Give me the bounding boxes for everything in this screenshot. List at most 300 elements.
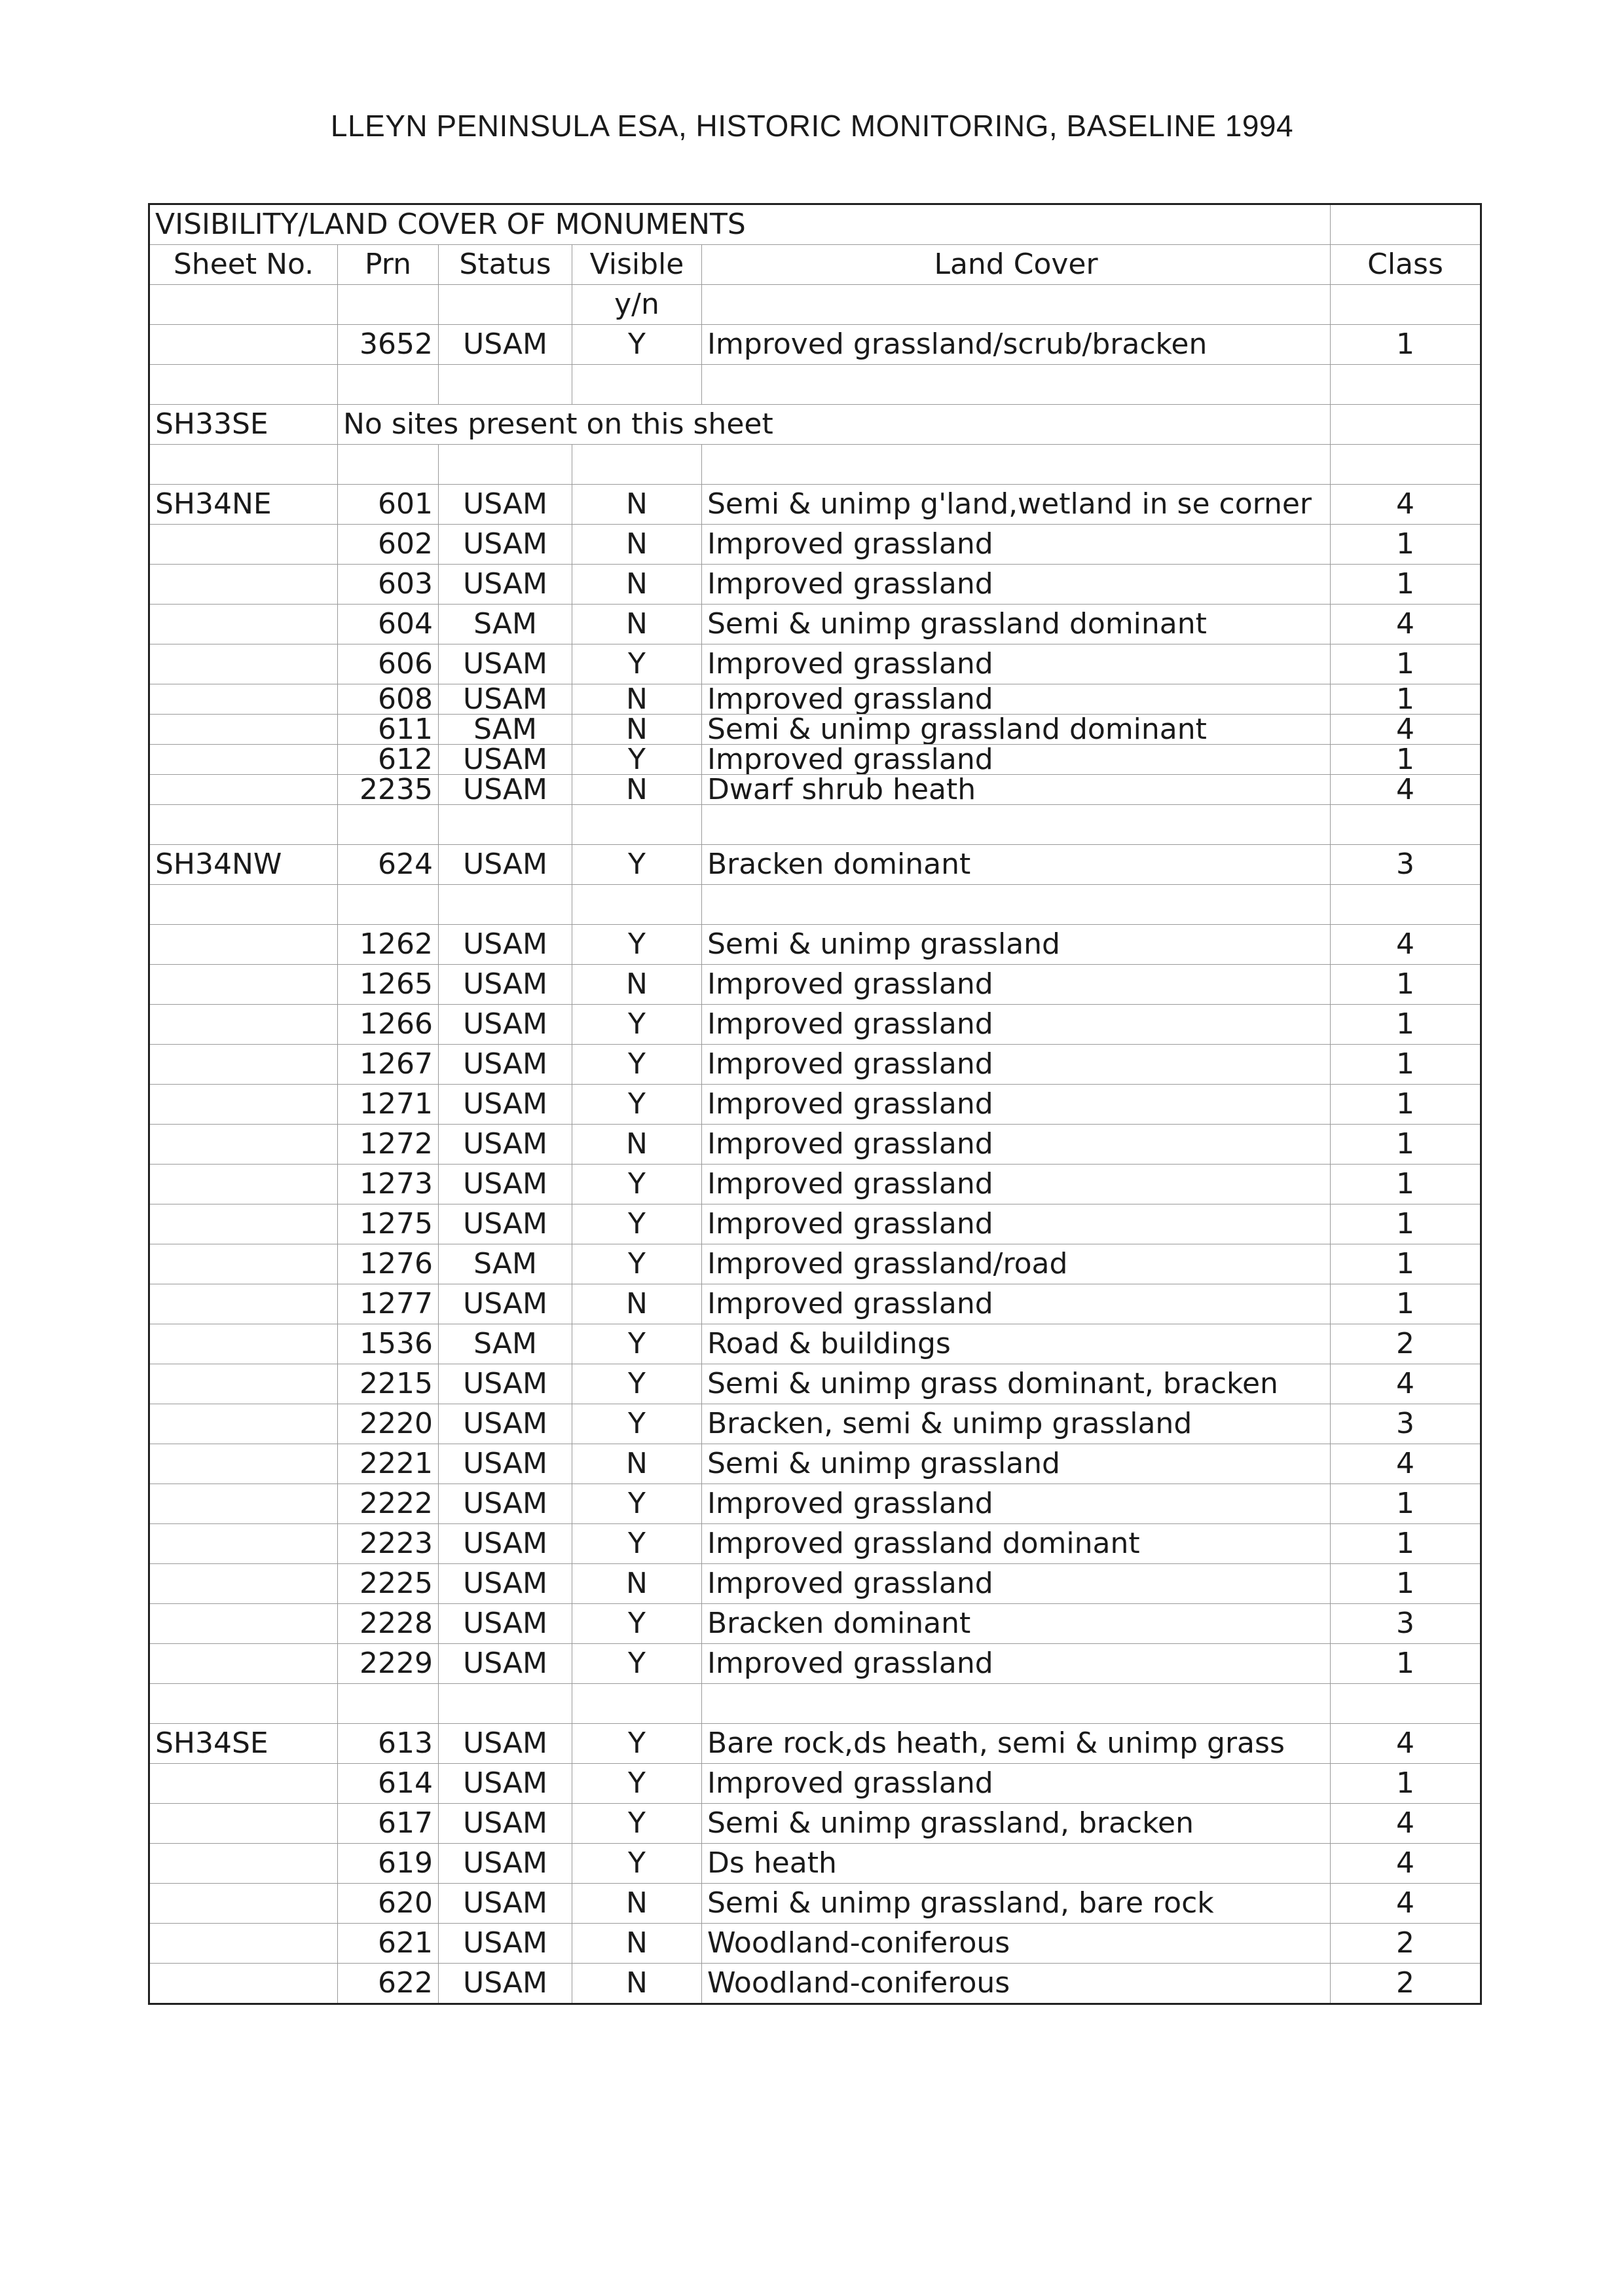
table-row — [149, 1284, 1481, 1324]
status-cell: USAM — [439, 745, 572, 775]
table-title-spacer — [1331, 204, 1481, 245]
status-cell: USAM — [439, 925, 572, 965]
table-row — [149, 1324, 1481, 1364]
sheet-cell — [149, 1764, 338, 1804]
sheet-cell — [149, 1204, 338, 1244]
empty-cell — [149, 805, 338, 845]
prn-cell: 617 — [338, 1804, 439, 1844]
sheet-cell — [149, 1884, 338, 1924]
status-cell: USAM — [439, 1804, 572, 1844]
sheet-cell — [149, 605, 338, 644]
land-cover-cell: Woodland-coniferous — [702, 1964, 1331, 2004]
visible-cell: Y — [572, 1085, 702, 1125]
land-cover-cell: Improved grassland/road — [702, 1244, 1331, 1284]
class-cell: 3 — [1331, 845, 1481, 885]
prn-cell: 612 — [338, 745, 439, 775]
table-row — [149, 1204, 1481, 1244]
visible-cell: Y — [572, 1844, 702, 1884]
table-row — [149, 1364, 1481, 1404]
empty-cell — [338, 1684, 439, 1724]
table-title: VISIBILITY/LAND COVER OF MONUMENTS — [149, 204, 1331, 245]
land-cover-cell: Dwarf shrub heath — [702, 775, 1331, 805]
sheet-cell — [149, 1045, 338, 1085]
empty-cell — [338, 365, 439, 405]
sheet-cell — [149, 1005, 338, 1045]
sheet-cell — [149, 525, 338, 565]
prn-cell: 1262 — [338, 925, 439, 965]
visible-cell: Y — [572, 1524, 702, 1564]
table-row — [149, 1005, 1481, 1045]
status-cell: USAM — [439, 1724, 572, 1764]
empty-cell — [149, 885, 338, 925]
sheet-cell — [149, 1244, 338, 1284]
empty-cell — [1331, 805, 1481, 845]
land-cover-cell: Semi & unimp grassland, bare rock — [702, 1884, 1331, 1924]
table-row — [149, 1404, 1481, 1444]
status-cell: USAM — [439, 1524, 572, 1564]
sheet-cell: SH34SE — [149, 1724, 338, 1764]
status-cell: USAM — [439, 1204, 572, 1244]
land-cover-cell: Improved grassland — [702, 1085, 1331, 1125]
sheet-cell — [149, 715, 338, 745]
prn-cell: 619 — [338, 1844, 439, 1884]
class-cell: 3 — [1331, 1604, 1481, 1644]
prn-cell: 624 — [338, 845, 439, 885]
empty-cell — [338, 885, 439, 925]
header-sub-empty — [149, 285, 338, 325]
spacer-row — [149, 445, 1481, 485]
visible-cell: N — [572, 684, 702, 715]
land-cover-cell: Improved grassland — [702, 965, 1331, 1005]
visible-cell: Y — [572, 1724, 702, 1764]
prn-cell: 2222 — [338, 1484, 439, 1524]
land-cover-cell: Bare rock,ds heath, semi & unimp grass — [702, 1724, 1331, 1764]
header-prn: Prn — [338, 245, 439, 285]
status-cell: USAM — [439, 1604, 572, 1644]
sheet-cell — [149, 925, 338, 965]
empty-cell — [572, 885, 702, 925]
class-cell: 2 — [1331, 1324, 1481, 1364]
prn-cell: 606 — [338, 644, 439, 684]
header-sub-empty — [702, 285, 1331, 325]
empty-cell — [338, 445, 439, 485]
class-cell: 1 — [1331, 644, 1481, 684]
table-row — [149, 605, 1481, 644]
header-sub-empty — [439, 285, 572, 325]
sheet-cell — [149, 1364, 338, 1404]
prn-cell: 2235 — [338, 775, 439, 805]
sheet-cell — [149, 325, 338, 365]
table-row — [149, 715, 1481, 745]
visible-cell: Y — [572, 1604, 702, 1644]
table-row — [149, 565, 1481, 605]
status-cell: USAM — [439, 325, 572, 365]
land-cover-cell: Semi & unimp grassland — [702, 1444, 1331, 1484]
class-cell: 1 — [1331, 525, 1481, 565]
page-title: LLEYN PENINSULA ESA, HISTORIC MONITORING, BASELINE 1994 — [330, 109, 1294, 143]
land-cover-cell: Road & buildings — [702, 1324, 1331, 1364]
table-row — [149, 1884, 1481, 1924]
class-cell: 2 — [1331, 1924, 1481, 1964]
visible-cell: N — [572, 1444, 702, 1484]
status-cell: USAM — [439, 1165, 572, 1204]
prn-cell: 604 — [338, 605, 439, 644]
empty-cell — [439, 445, 572, 485]
visible-cell: Y — [572, 1005, 702, 1045]
header-sheet: Sheet No. — [149, 245, 338, 285]
empty-cell — [1331, 405, 1481, 445]
empty-cell — [702, 445, 1331, 485]
land-cover-cell: Semi & unimp grassland — [702, 925, 1331, 965]
sheet-cell — [149, 1404, 338, 1444]
empty-cell — [702, 1684, 1331, 1724]
visible-cell: Y — [572, 1364, 702, 1404]
class-cell: 4 — [1331, 1844, 1481, 1884]
visible-cell: Y — [572, 1644, 702, 1684]
empty-cell — [1331, 885, 1481, 925]
class-cell: 4 — [1331, 485, 1481, 525]
empty-cell — [1331, 445, 1481, 485]
sheet-cell: SH34NE — [149, 485, 338, 525]
note-row — [149, 405, 1481, 445]
class-cell: 1 — [1331, 1244, 1481, 1284]
land-cover-cell: Improved grassland — [702, 525, 1331, 565]
sheet-cell — [149, 644, 338, 684]
prn-cell: 622 — [338, 1964, 439, 2004]
land-cover-cell: Bracken dominant — [702, 1604, 1331, 1644]
empty-cell — [149, 365, 338, 405]
visible-cell: N — [572, 485, 702, 525]
table-row — [149, 325, 1481, 365]
status-cell: USAM — [439, 1484, 572, 1524]
table-row — [149, 1924, 1481, 1964]
empty-cell — [439, 1684, 572, 1724]
visible-cell: Y — [572, 325, 702, 365]
sheet-cell: SH33SE — [149, 405, 338, 445]
table-row — [149, 1844, 1481, 1884]
visible-cell: Y — [572, 1324, 702, 1364]
class-cell: 1 — [1331, 1484, 1481, 1524]
visible-cell: N — [572, 1964, 702, 2004]
status-cell: USAM — [439, 1364, 572, 1404]
class-cell: 2 — [1331, 1964, 1481, 2004]
status-cell: USAM — [439, 644, 572, 684]
prn-cell: 2225 — [338, 1564, 439, 1604]
prn-cell: 1273 — [338, 1165, 439, 1204]
table-row — [149, 1964, 1481, 2004]
class-cell: 4 — [1331, 1364, 1481, 1404]
status-cell: USAM — [439, 1964, 572, 2004]
status-cell: SAM — [439, 605, 572, 644]
land-cover-cell: Improved grassland — [702, 644, 1331, 684]
prn-cell: 1271 — [338, 1085, 439, 1125]
prn-cell: 1276 — [338, 1244, 439, 1284]
status-cell: SAM — [439, 1324, 572, 1364]
land-cover-cell: Semi & unimp grassland dominant — [702, 715, 1331, 745]
status-cell: SAM — [439, 1244, 572, 1284]
status-cell: USAM — [439, 775, 572, 805]
sheet-cell — [149, 1484, 338, 1524]
table-row — [149, 1045, 1481, 1085]
monuments-table — [148, 203, 1482, 2005]
header-row — [149, 245, 1481, 285]
empty-cell — [702, 885, 1331, 925]
land-cover-cell: Improved grassland dominant — [702, 1524, 1331, 1564]
table-row — [149, 1724, 1481, 1764]
class-cell: 1 — [1331, 1524, 1481, 1564]
class-cell: 1 — [1331, 1165, 1481, 1204]
class-cell: 1 — [1331, 565, 1481, 605]
status-cell: USAM — [439, 845, 572, 885]
table-row — [149, 1165, 1481, 1204]
empty-cell — [439, 805, 572, 845]
class-cell: 4 — [1331, 605, 1481, 644]
table-row — [149, 644, 1481, 684]
land-cover-cell: Improved grassland — [702, 1165, 1331, 1204]
status-cell: USAM — [439, 1564, 572, 1604]
table-row — [149, 1444, 1481, 1484]
class-cell: 4 — [1331, 925, 1481, 965]
class-cell: 3 — [1331, 1404, 1481, 1444]
visible-cell: Y — [572, 1165, 702, 1204]
header-land-cover: Land Cover — [702, 245, 1331, 285]
land-cover-cell: Improved grassland — [702, 1484, 1331, 1524]
table-row — [149, 745, 1481, 775]
visible-cell: N — [572, 1564, 702, 1604]
class-cell: 4 — [1331, 1804, 1481, 1844]
land-cover-cell: Improved grassland — [702, 1764, 1331, 1804]
status-cell: USAM — [439, 485, 572, 525]
empty-cell — [572, 1684, 702, 1724]
land-cover-cell: Improved grassland — [702, 1045, 1331, 1085]
status-cell: USAM — [439, 1884, 572, 1924]
visible-cell: Y — [572, 1204, 702, 1244]
visible-cell: Y — [572, 745, 702, 775]
class-cell: 1 — [1331, 1125, 1481, 1165]
empty-cell — [149, 445, 338, 485]
status-cell: USAM — [439, 1444, 572, 1484]
empty-cell — [439, 365, 572, 405]
visible-cell: Y — [572, 1404, 702, 1444]
sheet-cell — [149, 1844, 338, 1884]
prn-cell: 1272 — [338, 1125, 439, 1165]
status-cell: USAM — [439, 1764, 572, 1804]
visible-cell: Y — [572, 1804, 702, 1844]
visible-cell: N — [572, 605, 702, 644]
class-cell: 4 — [1331, 1724, 1481, 1764]
visible-cell: N — [572, 1125, 702, 1165]
prn-cell: 1267 — [338, 1045, 439, 1085]
table-row — [149, 925, 1481, 965]
sheet-cell — [149, 565, 338, 605]
prn-cell: 613 — [338, 1724, 439, 1764]
visible-cell: Y — [572, 1764, 702, 1804]
class-cell: 1 — [1331, 745, 1481, 775]
status-cell: USAM — [439, 1404, 572, 1444]
visible-cell: N — [572, 965, 702, 1005]
visible-cell: Y — [572, 1484, 702, 1524]
class-cell: 1 — [1331, 684, 1481, 715]
sheet-cell — [149, 1125, 338, 1165]
class-cell: 1 — [1331, 965, 1481, 1005]
land-cover-cell: Bracken dominant — [702, 845, 1331, 885]
status-cell: USAM — [439, 1045, 572, 1085]
prn-cell: 601 — [338, 485, 439, 525]
prn-cell: 603 — [338, 565, 439, 605]
table-row — [149, 775, 1481, 805]
visible-cell: Y — [572, 925, 702, 965]
sheet-cell — [149, 1644, 338, 1684]
land-cover-cell: Semi & unimp grassland dominant — [702, 605, 1331, 644]
visible-cell: N — [572, 715, 702, 745]
prn-cell: 614 — [338, 1764, 439, 1804]
status-cell: USAM — [439, 1924, 572, 1964]
prn-cell: 1275 — [338, 1204, 439, 1244]
land-cover-cell: Improved grassland — [702, 565, 1331, 605]
visible-cell: N — [572, 565, 702, 605]
header-sub-empty — [1331, 285, 1481, 325]
status-cell: USAM — [439, 965, 572, 1005]
empty-cell — [702, 805, 1331, 845]
prn-cell: 2228 — [338, 1604, 439, 1644]
sheet-cell: SH34NW — [149, 845, 338, 885]
sheet-cell — [149, 684, 338, 715]
table-row — [149, 1804, 1481, 1844]
prn-cell: 1265 — [338, 965, 439, 1005]
header-visible-sub: y/n — [572, 285, 702, 325]
prn-cell: 2221 — [338, 1444, 439, 1484]
class-cell: 1 — [1331, 1005, 1481, 1045]
status-cell: USAM — [439, 525, 572, 565]
class-cell: 4 — [1331, 1884, 1481, 1924]
class-cell: 1 — [1331, 325, 1481, 365]
empty-cell — [1331, 1684, 1481, 1724]
status-cell: USAM — [439, 684, 572, 715]
table-row — [149, 1484, 1481, 1524]
visible-cell: N — [572, 1924, 702, 1964]
sheet-cell — [149, 1564, 338, 1604]
table-row — [149, 1244, 1481, 1284]
status-cell: SAM — [439, 715, 572, 745]
header-sub-empty — [338, 285, 439, 325]
land-cover-cell: Improved grassland — [702, 1125, 1331, 1165]
header-status: Status — [439, 245, 572, 285]
prn-cell: 620 — [338, 1884, 439, 1924]
land-cover-cell: Semi & unimp grassland, bracken — [702, 1804, 1331, 1844]
spacer-row — [149, 885, 1481, 925]
prn-cell: 3652 — [338, 325, 439, 365]
class-cell: 1 — [1331, 1764, 1481, 1804]
table-row — [149, 845, 1481, 885]
sheet-cell — [149, 1284, 338, 1324]
land-cover-cell: Improved grassland — [702, 1284, 1331, 1324]
land-cover-cell: Semi & unimp g'land,wetland in se corner — [702, 485, 1331, 525]
land-cover-cell: Improved grassland — [702, 1204, 1331, 1244]
spacer-row — [149, 365, 1481, 405]
class-cell: 4 — [1331, 775, 1481, 805]
class-cell: 1 — [1331, 1204, 1481, 1244]
status-cell: USAM — [439, 565, 572, 605]
empty-cell — [572, 805, 702, 845]
sheet-cell — [149, 1604, 338, 1644]
prn-cell: 602 — [338, 525, 439, 565]
land-cover-cell: Improved grassland/scrub/bracken — [702, 325, 1331, 365]
table-row — [149, 1764, 1481, 1804]
prn-cell: 1536 — [338, 1324, 439, 1364]
class-cell: 1 — [1331, 1564, 1481, 1604]
prn-cell: 1277 — [338, 1284, 439, 1324]
note-cell: No sites present on this sheet — [338, 405, 1331, 445]
status-cell: USAM — [439, 1005, 572, 1045]
sheet-cell — [149, 1165, 338, 1204]
status-cell: USAM — [439, 1085, 572, 1125]
table-row — [149, 1564, 1481, 1604]
header-subrow — [149, 285, 1481, 325]
class-cell: 4 — [1331, 1444, 1481, 1484]
empty-cell — [149, 1684, 338, 1724]
visible-cell: Y — [572, 1045, 702, 1085]
header-visible: Visible — [572, 245, 702, 285]
visible-cell: N — [572, 775, 702, 805]
class-cell: 1 — [1331, 1284, 1481, 1324]
land-cover-cell: Improved grassland — [702, 1564, 1331, 1604]
table-row — [149, 1644, 1481, 1684]
sheet-cell — [149, 1444, 338, 1484]
status-cell: USAM — [439, 1644, 572, 1684]
sheet-cell — [149, 1085, 338, 1125]
land-cover-cell: Improved grassland — [702, 684, 1331, 715]
spacer-row — [149, 805, 1481, 845]
prn-cell: 621 — [338, 1924, 439, 1964]
table-row — [149, 525, 1481, 565]
land-cover-cell: Improved grassland — [702, 1644, 1331, 1684]
class-cell: 1 — [1331, 1085, 1481, 1125]
visible-cell: Y — [572, 845, 702, 885]
table-row — [149, 1125, 1481, 1165]
table-row — [149, 485, 1481, 525]
land-cover-cell: Improved grassland — [702, 1005, 1331, 1045]
visible-cell: N — [572, 1884, 702, 1924]
table-row — [149, 684, 1481, 715]
class-cell: 1 — [1331, 1644, 1481, 1684]
sheet-cell — [149, 965, 338, 1005]
sheet-cell — [149, 1524, 338, 1564]
prn-cell: 611 — [338, 715, 439, 745]
sheet-cell — [149, 775, 338, 805]
sheet-cell — [149, 745, 338, 775]
header-class: Class — [1331, 245, 1481, 285]
visible-cell: Y — [572, 644, 702, 684]
table-title-row — [149, 204, 1481, 245]
status-cell: USAM — [439, 1125, 572, 1165]
empty-cell — [572, 445, 702, 485]
prn-cell: 1266 — [338, 1005, 439, 1045]
prn-cell: 608 — [338, 684, 439, 715]
spacer-row — [149, 1684, 1481, 1724]
table-row — [149, 1604, 1481, 1644]
prn-cell: 2223 — [338, 1524, 439, 1564]
empty-cell — [572, 365, 702, 405]
visible-cell: N — [572, 1284, 702, 1324]
table-row — [149, 1524, 1481, 1564]
status-cell: USAM — [439, 1844, 572, 1884]
visible-cell: Y — [572, 1244, 702, 1284]
empty-cell — [439, 885, 572, 925]
land-cover-cell: Improved grassland — [702, 745, 1331, 775]
sheet-cell — [149, 1964, 338, 2004]
prn-cell: 2220 — [338, 1404, 439, 1444]
empty-cell — [1331, 365, 1481, 405]
